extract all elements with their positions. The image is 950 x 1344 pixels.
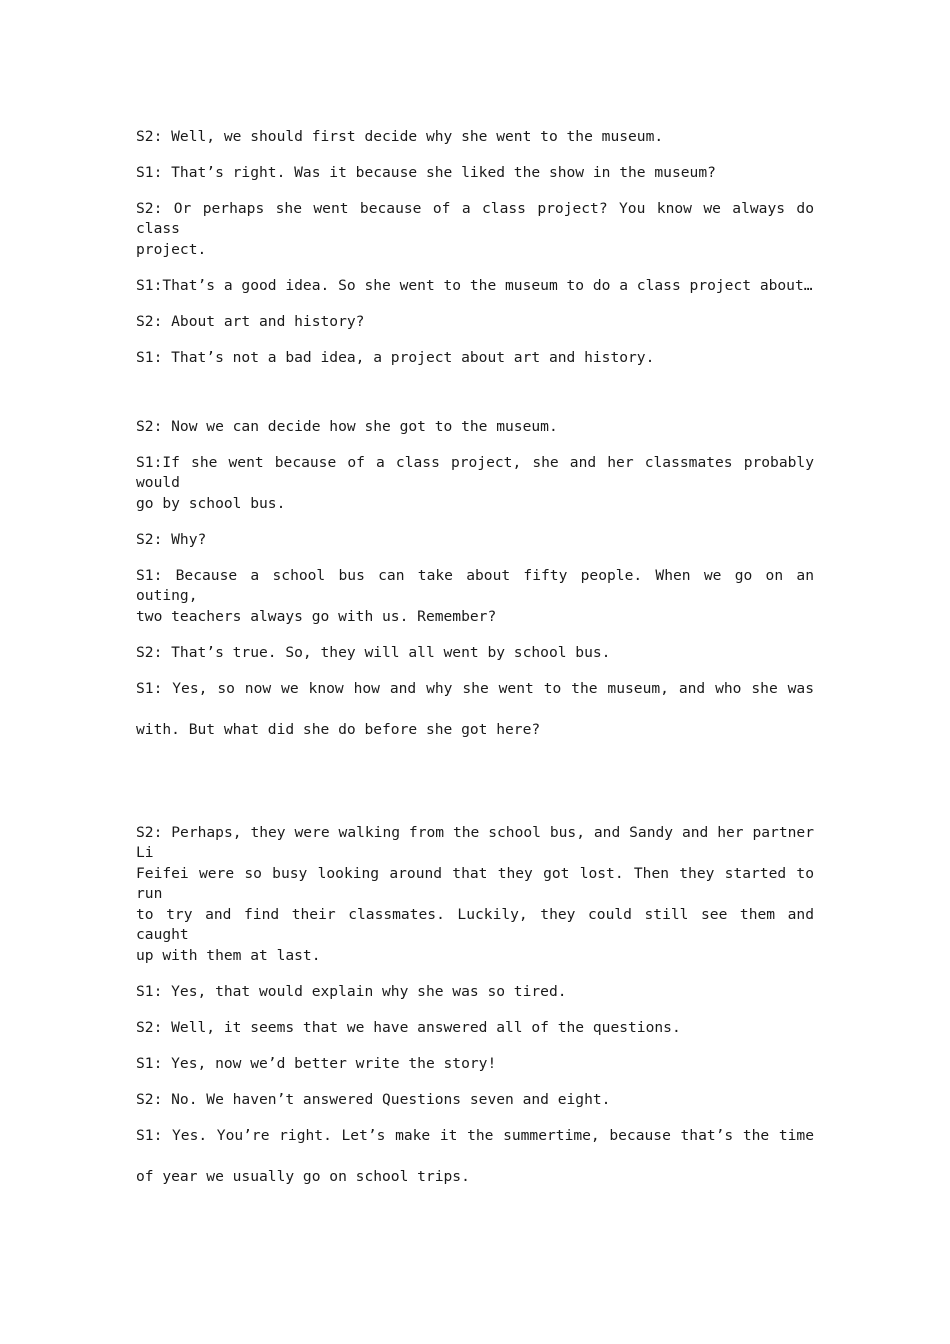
dialogue-line: S2: That’s true. So, they will all went by school bus. [136,644,611,661]
dialogue-line: S1:If she went because of a class project, she and her classmates probably would [136,454,814,491]
dialogue-line: S2: Well, it seems that we have answered all of the questions. [136,1019,681,1036]
dialogue-line: S1:That’s a good idea. So she went to the museum to do a class project about… [136,277,813,294]
dialogue-line: S2: Why? [136,531,207,548]
dialogue-line: of year we usually go on school trips. [136,1168,470,1185]
dialogue-line: S2: Well, we should first decide why she went to the museum. [136,128,664,145]
dialogue-line: S1: Yes, now we’d better write the story! [136,1055,497,1072]
dialogue-line: S2: About art and history? [136,313,365,330]
dialogue-line: up with them at last. [136,947,321,964]
dialogue-line: S2: No. We haven’t answered Questions seven and eight. [136,1091,611,1108]
dialogue-line: S1: Yes, so now we know how and why she went to the museum, and who she was [136,680,814,697]
dialogue-line: two teachers always go with us. Remember? [136,608,497,625]
dialogue-line: S1: Yes. You’re right. Let’s make it the summertime, because that’s the time [136,1127,814,1144]
dialogue-line: S2: Perhaps, they were walking from the school bus, and Sandy and her partner Li [136,824,814,861]
dialogue-line: go by school bus. [136,495,286,512]
dialogue-line: project. [136,241,207,258]
dialogue-line: S1: Yes, that would explain why she was so tired. [136,983,567,1000]
dialogue-line: to try and find their classmates. Luckily, they could still see them and caught [136,906,814,943]
dialogue-line: S1: That’s right. Was it because she liked the show in the museum? [136,164,716,181]
dialogue-line: with. But what did she do before she got here? [136,721,541,738]
dialogue-line: S1: That’s not a bad idea, a project about art and history. [136,349,655,366]
dialogue-line: S2: Now we can decide how she got to the museum. [136,418,558,435]
dialogue-line: S2: Or perhaps she went because of a class project? You know we always do class [136,200,814,237]
dialogue-line: S1: Because a school bus can take about fifty people. When we go on an outing, [136,567,814,604]
dialogue-line: Feifei were so busy looking around that they got lost. Then they started to run [136,865,814,902]
